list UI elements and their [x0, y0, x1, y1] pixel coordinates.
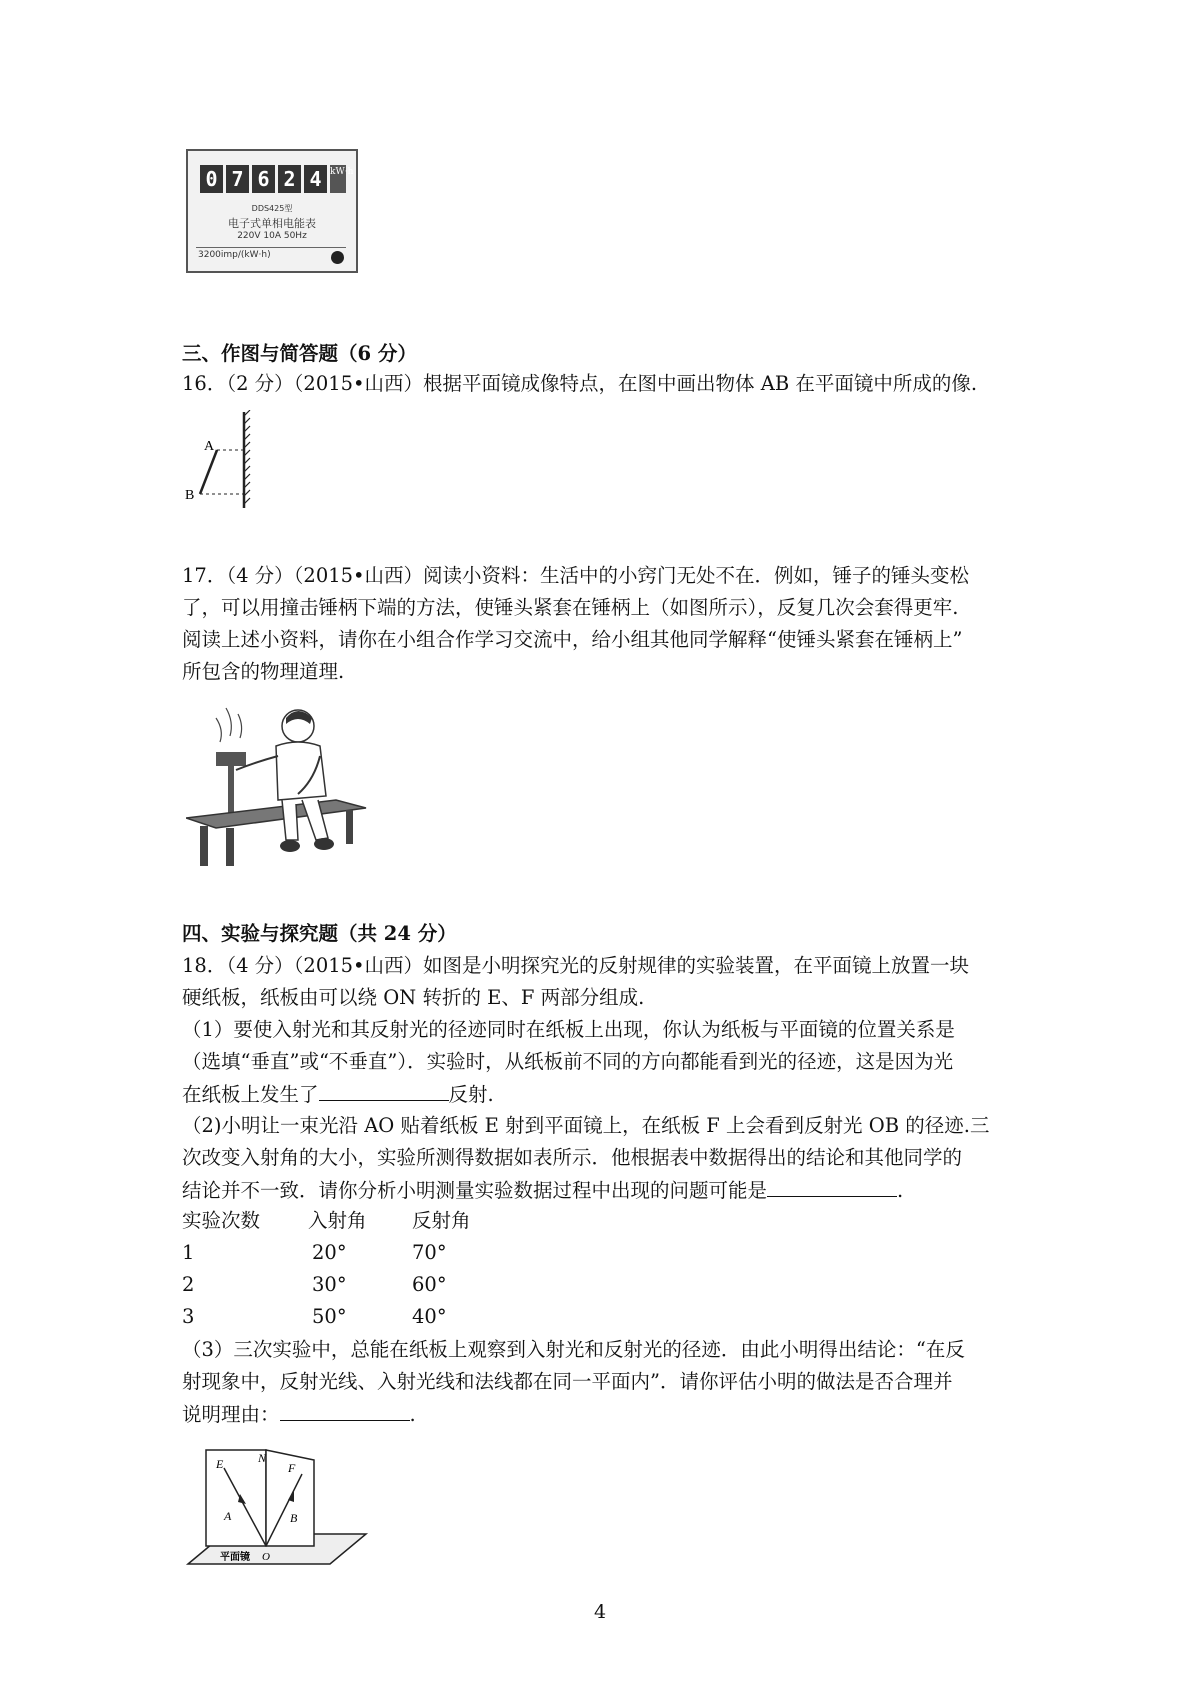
- object-ab: [200, 450, 217, 494]
- q17-line: 所包含的物理道理.: [182, 660, 345, 683]
- q18-part3-line: 射现象中，反射光线、入射光线和法线都在同一平面内”．请你评估小明的做法是否合理并: [182, 1370, 953, 1393]
- q17-line: 阅读上述小资料，请你在小组合作学习交流中，给小组其他同学解释“使锤头紧套在锤柄上”: [182, 628, 963, 651]
- mirror-label: 平面镜: [220, 1552, 250, 1563]
- q18-part2-text: 结论并不一致．请你分析小明测量实验数据过程中出现的问题可能是: [182, 1179, 768, 1202]
- table-header: 实验次数: [182, 1209, 261, 1232]
- bench-leg: [226, 828, 234, 866]
- meter-model: DDS425型: [251, 204, 293, 213]
- meter-divider: [196, 247, 346, 248]
- q17-line: 17．（4 分）（2015•山西）阅读小资料：生活中的小窍门无处不在．例如，锤子的锤头变松: [182, 564, 970, 587]
- q18-part1-line: （选填“垂直”或“不垂直”）．实验时，从纸板前不同的方向都能看到光的径迹，这是因为光: [182, 1050, 954, 1073]
- bench-leg: [200, 826, 208, 866]
- answer-blank[interactable]: [319, 1078, 449, 1101]
- meter-name: 电子式单相电能表: [228, 217, 316, 230]
- meter-indicator-light: [331, 251, 344, 264]
- meter-unit: kW·h: [330, 165, 346, 193]
- table-cell: 1: [182, 1241, 195, 1264]
- label-e: E: [216, 1457, 224, 1471]
- q18-part2-line: 次改变入射角的大小，实验所测得数据如表所示．他根据表中数据得出的结论和其他同学的: [182, 1146, 963, 1169]
- table-cell: 40°: [412, 1305, 447, 1328]
- meter-specs: 220V 10A 50Hz: [237, 231, 307, 241]
- q18-part3-line3: [182, 1398, 416, 1431]
- q18-part2-text: .: [897, 1179, 904, 1202]
- section3-heading: 三、作图与简答题（6 分）: [182, 342, 417, 365]
- meter-digit: 6: [252, 165, 275, 193]
- person-shoe: [280, 840, 300, 852]
- table-cell: 70°: [412, 1241, 447, 1264]
- q18-part1-line: （1）要使入射光和其反射光的径迹同时在纸板上出现，你认为纸板与平面镜的位置关系是: [182, 1018, 955, 1041]
- table-cell: 3: [182, 1305, 195, 1328]
- meter-imp: 3200imp/(kW·h): [198, 250, 271, 260]
- table-cell: 30°: [312, 1273, 347, 1296]
- meter-digit: 4: [304, 165, 327, 193]
- label-b: B: [185, 488, 195, 503]
- table-cell: 2: [182, 1273, 195, 1296]
- table-cell: 50°: [312, 1305, 347, 1328]
- motion-lines: [216, 708, 242, 742]
- label-a: A: [224, 1509, 232, 1523]
- meter-digits: [200, 165, 330, 193]
- label-n: N: [258, 1451, 267, 1465]
- q17-line: 了，可以用撞击锤柄下端的方法，使锤头紧套在锤柄上（如图所示），反复几次会套得更牢.: [182, 596, 959, 619]
- answer-blank[interactable]: [767, 1174, 897, 1197]
- reflection-apparatus-figure: [184, 1446, 370, 1570]
- label-f: F: [288, 1461, 296, 1475]
- q18-intro-line: 18．（4 分）（2015•山西）如图是小明探究光的反射规律的实验装置，在平面镜上放置一块: [182, 954, 970, 977]
- q18-part1-text: 反射.: [448, 1083, 494, 1106]
- hammer-bench-figure: [186, 700, 376, 870]
- board-e: [206, 1450, 266, 1546]
- answer-blank[interactable]: [280, 1398, 410, 1421]
- hammer-head: [216, 752, 246, 766]
- q18-part3-text: 说明理由：: [182, 1403, 280, 1426]
- person-leg: [282, 800, 298, 840]
- person-shoe: [314, 838, 334, 850]
- q16-text: 16．（2 分）（2015•山西）根据平面镜成像特点，在图中画出物体 AB 在平面镜中所成的像.: [182, 372, 978, 395]
- table-header: 反射角: [412, 1209, 471, 1232]
- page-number: 4: [593, 1601, 607, 1623]
- meter-digit: 2: [278, 165, 301, 193]
- label-o: O: [262, 1551, 270, 1563]
- plane-mirror-figure: [182, 410, 262, 510]
- bench-top: [186, 800, 366, 828]
- hammer-handle: [228, 766, 234, 816]
- label-a: A: [204, 439, 215, 454]
- q18-part1-text: 在纸板上发生了: [182, 1083, 319, 1106]
- q18-intro-line: 硬纸板，纸板由可以绕 ON 转折的 E、F 两部分组成.: [182, 986, 645, 1009]
- q18-part3-line: （3）三次实验中，总能在纸板上观察到入射光和反射光的径迹．由此小明得出结论：“在反: [182, 1338, 965, 1361]
- q18-part2-line3: [182, 1174, 903, 1207]
- table-cell: 20°: [312, 1241, 347, 1264]
- electric-meter-figure: [186, 149, 358, 273]
- bench-leg: [346, 810, 353, 844]
- q18-part2-line: （2)小明让一束光沿 AO 贴着纸板 E 射到平面镜上，在纸板 F 上会看到反射光 OB 的径迹.三: [182, 1114, 990, 1137]
- table-header: 入射角: [308, 1209, 367, 1232]
- table-cell: 60°: [412, 1273, 447, 1296]
- meter-digit: 7: [226, 165, 249, 193]
- section4-heading: 四、实验与探究题（共 24 分）: [182, 922, 457, 945]
- meter-digit: 0: [200, 165, 223, 193]
- q18-part1-line3: [182, 1078, 494, 1111]
- label-b: B: [290, 1511, 298, 1525]
- q18-part3-text: .: [409, 1403, 416, 1426]
